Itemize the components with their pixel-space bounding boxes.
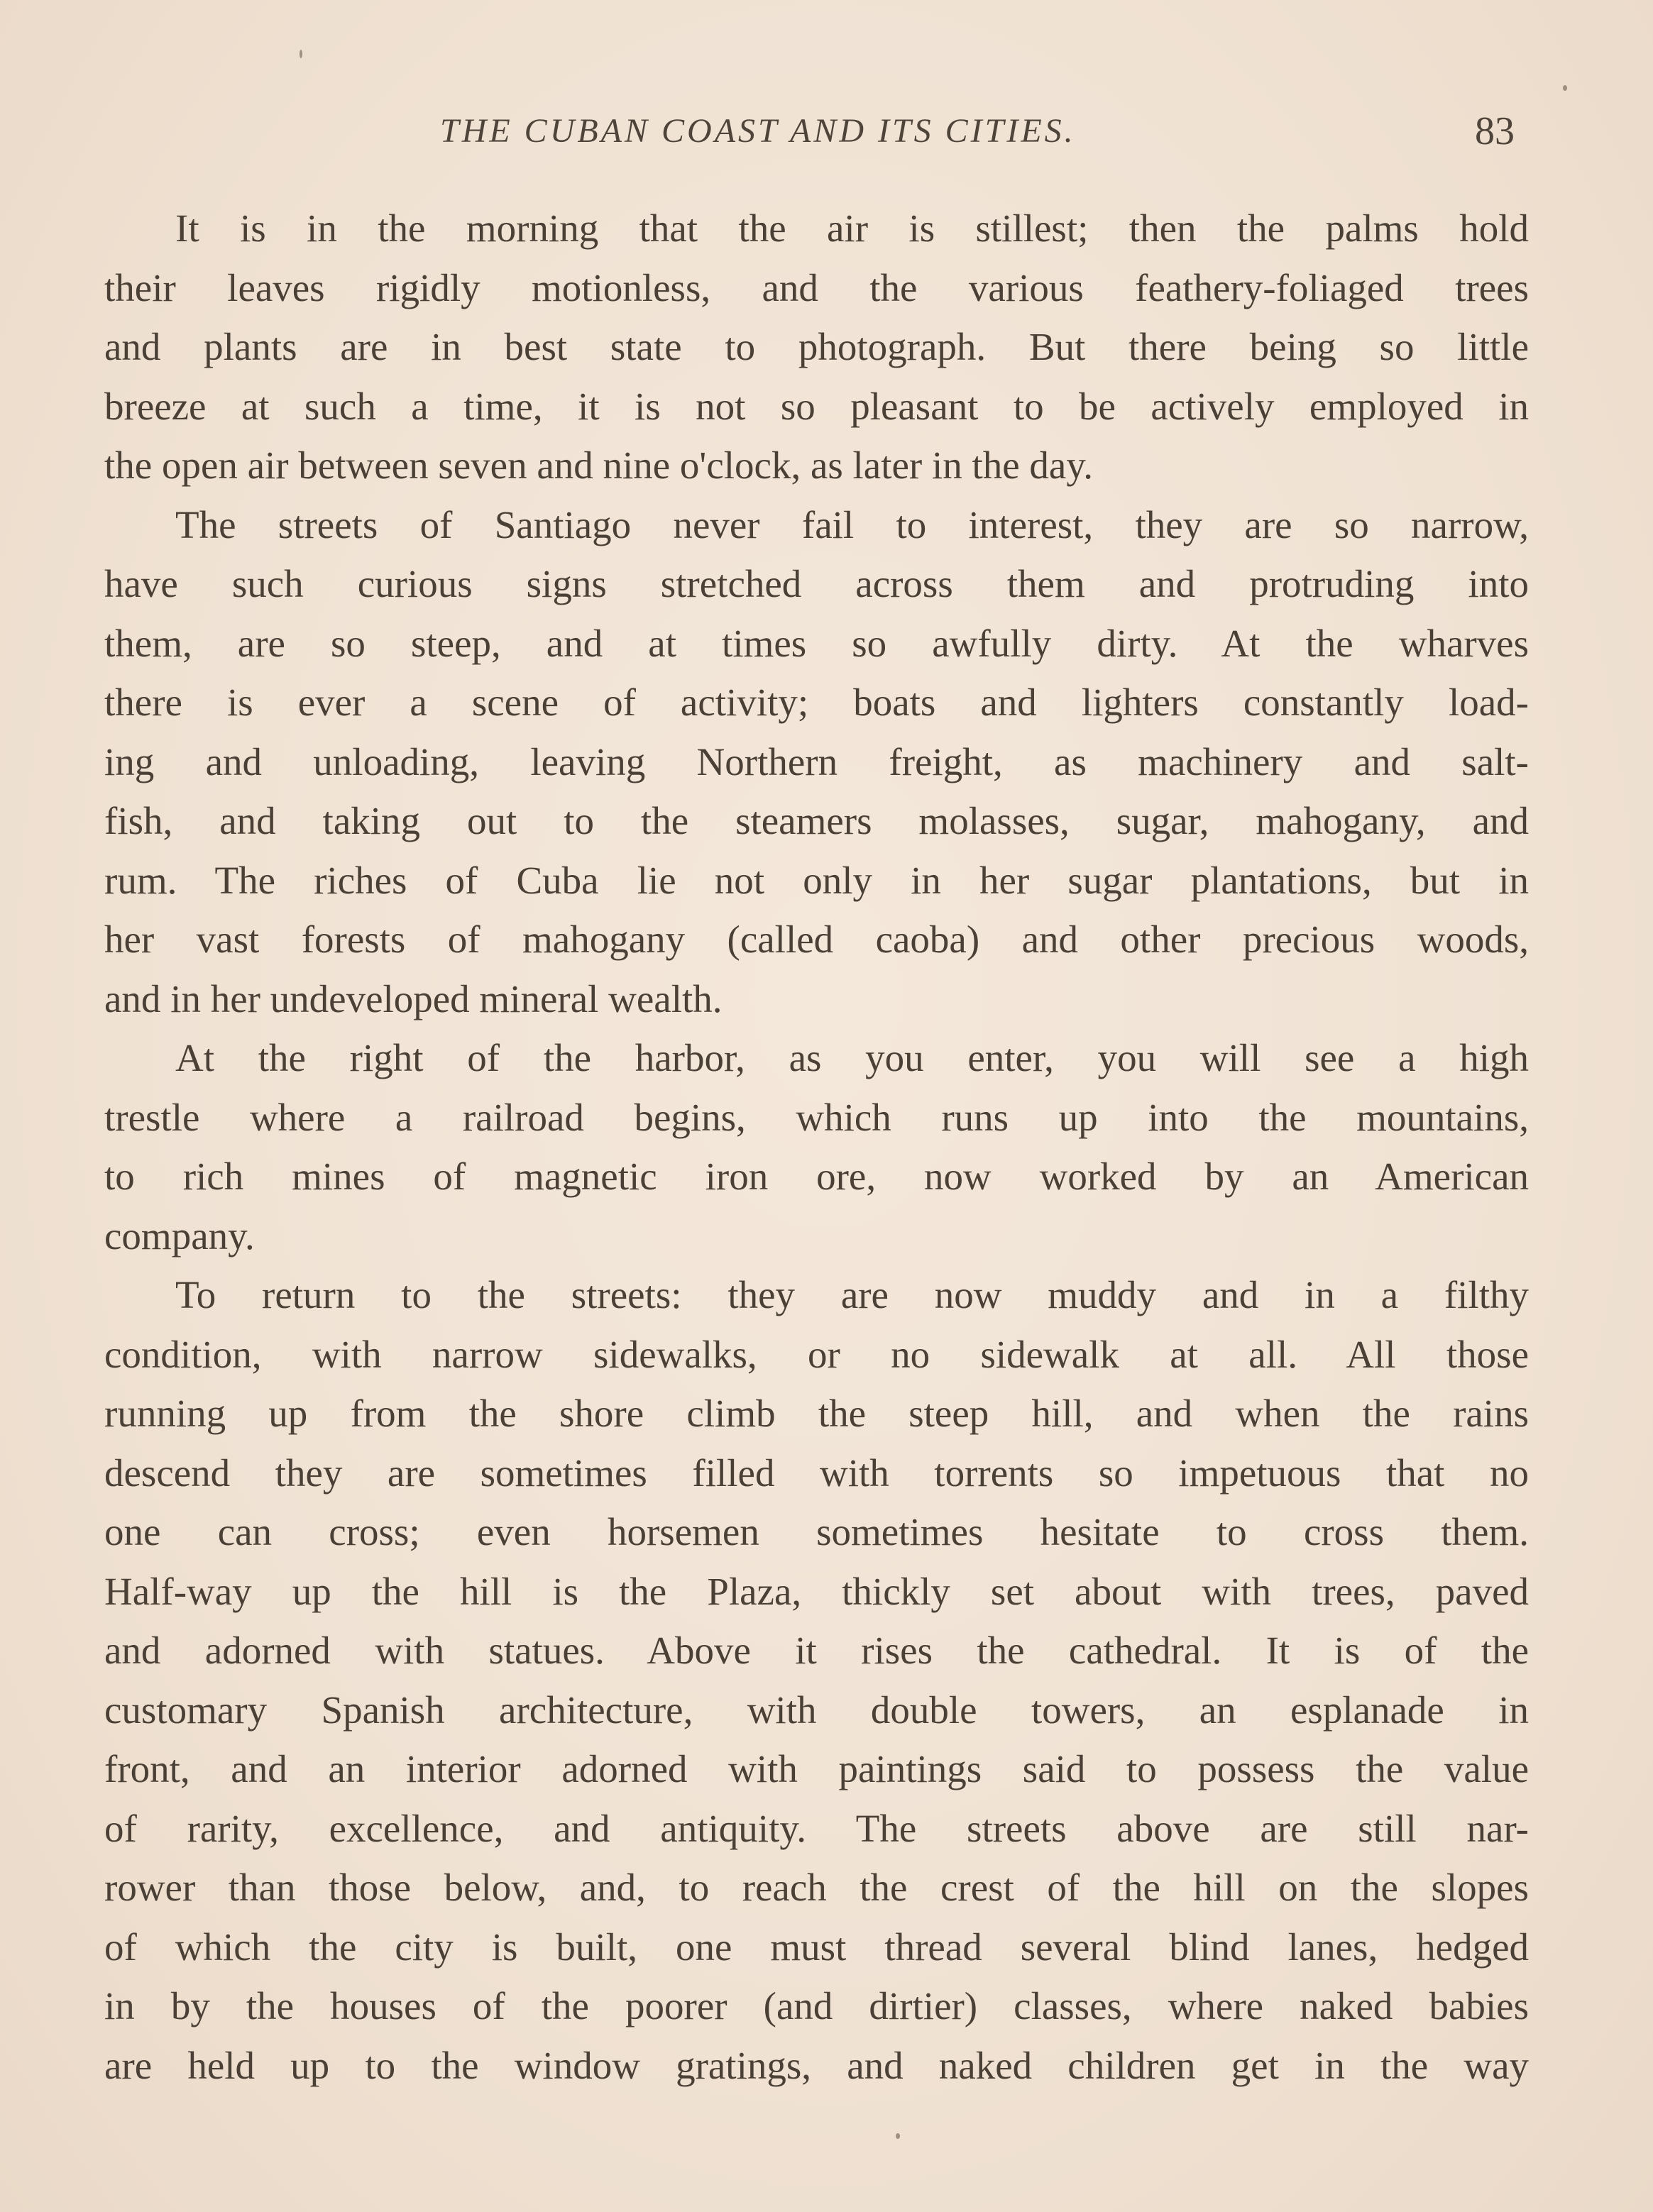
text-line: To return to the streets: they are now muddy and in a filthy [175, 1273, 1529, 1316]
page-number: 83 [1475, 109, 1515, 153]
text-line: The streets of Santiago never fail to interest, they are so narrow, [175, 502, 1529, 546]
text-line: them, are so steep, and at times so awfully dirty. At the wharves [104, 621, 1529, 665]
text-line: their leaves rigidly motionless, and the various feathery-foliaged trees [104, 265, 1529, 309]
text-line: and adorned with statues. Above it rises the cathedral. It is of the [104, 1629, 1529, 1672]
text-line: company. [104, 1214, 255, 1258]
speck [1563, 85, 1567, 91]
text-line: of rarity, excellence, and antiquity. The streets above are still nar- [104, 1806, 1529, 1850]
text-line: running up from the shore climb the steep hill, and when the rains [104, 1392, 1529, 1435]
speck [896, 2133, 900, 2139]
text-line: rum. The riches of Cuba lie not only in her sugar plantations, but in [104, 858, 1529, 902]
text-line: trestle where a railroad begins, which runs up into the mountains, [104, 1095, 1529, 1139]
text-line: there is ever a scene of activity; boats and lighters constantly load- [104, 681, 1529, 724]
text-line: fish, and taking out to the steamers molasses, sugar, mahogany, and [104, 799, 1529, 842]
text-line: are held up to the window gratings, and naked children get in the way [104, 2043, 1529, 2087]
body-text [104, 199, 1529, 2095]
text-line: descend they are sometimes filled with torrents so impetuous that no [104, 1451, 1529, 1495]
speck [300, 50, 302, 58]
text-line: the open air between seven and nine o'clock, as later in the day. [104, 444, 1094, 487]
text-line: one can cross; even horsemen sometimes hesitate to cross them. [104, 1510, 1529, 1553]
text-line: breeze at such a time, it is not so pleasant to be actively employed in [104, 384, 1529, 428]
text-line: It is in the morning that the air is stillest; then the palms hold [175, 207, 1529, 250]
text-line: front, and an interior adorned with paintings said to possess the value [104, 1747, 1529, 1790]
text-line: and in her undeveloped mineral wealth. [104, 976, 723, 1020]
text-line: to rich mines of magnetic iron ore, now worked by an American [104, 1155, 1529, 1198]
text-line: ing and unloading, leaving Northern freight, as machinery and salt- [104, 739, 1529, 783]
text-line: and plants are in best state to photograph. But there being so little [104, 325, 1529, 368]
text-line: customary Spanish architecture, with double towers, an esplanade in [104, 1688, 1529, 1732]
running-header [0, 106, 1653, 156]
text-line: have such curious signs stretched across them and protruding into [104, 562, 1529, 605]
text-line: condition, with narrow sidewalks, or no sidewalk at all. All those [104, 1332, 1529, 1376]
text-line: of which the city is built, one must thread several blind lanes, hedged [104, 1925, 1529, 1969]
text-line: in by the houses of the poorer (and dirtier) classes, where naked babies [104, 1984, 1529, 2027]
text-line: At the right of the harbor, as you enter, you will see a high [175, 1036, 1529, 1079]
text-line: rower than those below, and, to reach the crest of the hill on the slopes [104, 1866, 1529, 1909]
text-line: her vast forests of mahogany (called caoba) and other precious woods, [104, 918, 1529, 961]
text-line: Half-way up the hill is the Plaza, thickly set about with trees, paved [104, 1569, 1529, 1613]
running-title: THE CUBAN COAST AND ITS CITIES. [440, 112, 1076, 150]
